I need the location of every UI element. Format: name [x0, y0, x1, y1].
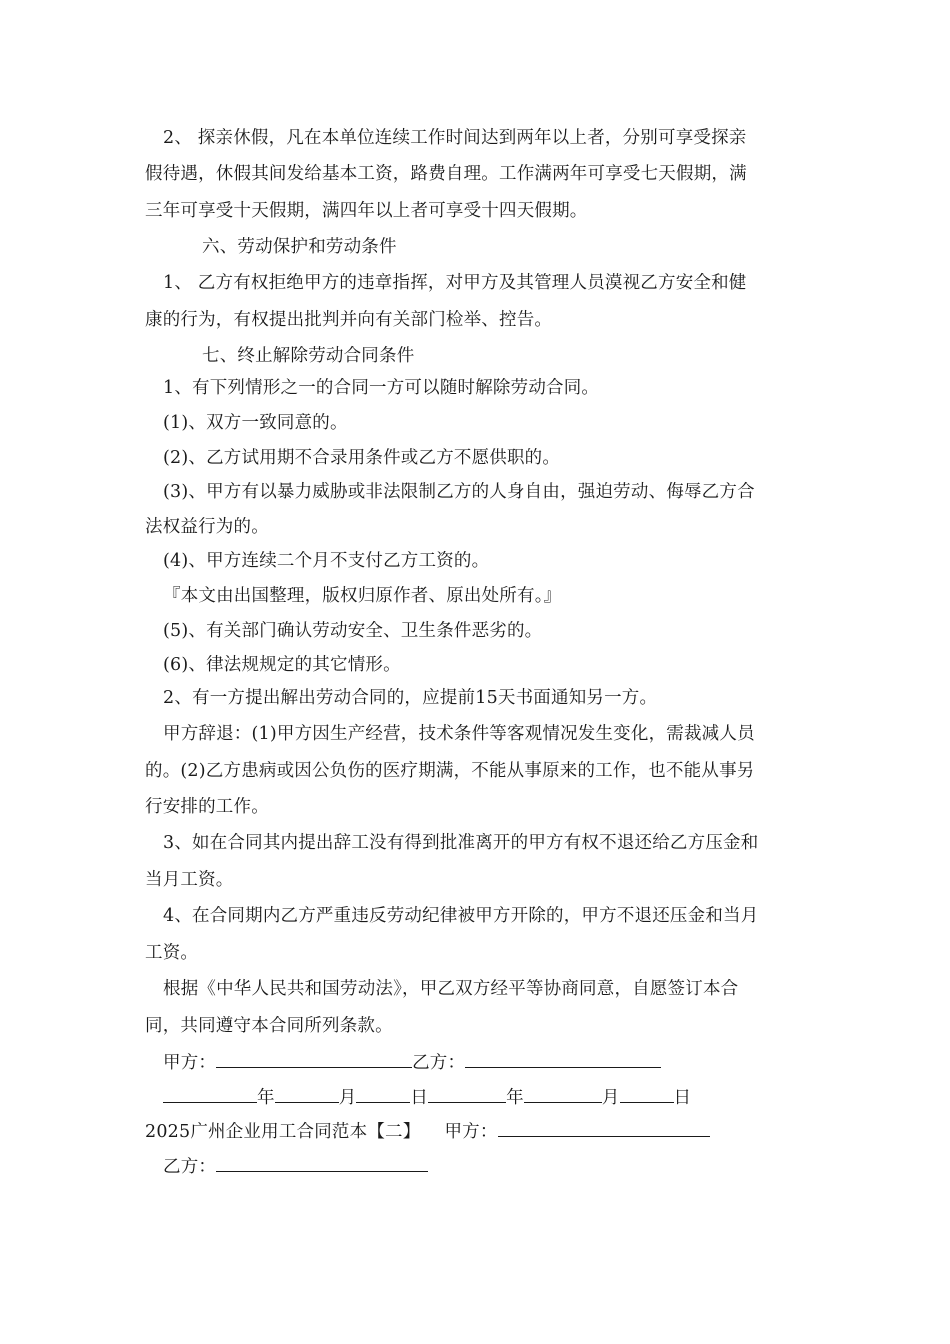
paragraph-line: 的。(2)乙方患病或因公负伤的医疗期满，不能从事原来的工作，也不能从事另	[145, 761, 755, 781]
paragraph-line: (1)、双方一致同意的。	[163, 413, 348, 433]
year-label: 年	[506, 1088, 524, 1108]
paragraph-line: 当月工资。	[145, 870, 234, 890]
paragraph-line: 2、有一方提出解出劳动合同的，应提前15天书面通知另一方。	[163, 688, 658, 708]
section-two-title: 2025广州企业用工合同范本【二】	[145, 1122, 421, 1142]
party-a-year-blank[interactable]	[163, 1087, 257, 1103]
party-a-label: 甲方：	[163, 1053, 217, 1073]
paragraph-line: 同，共同遵守本合同所列条款。	[145, 1016, 393, 1036]
section-two-party-b-blank[interactable]	[216, 1156, 428, 1172]
section-heading: 七、终止解除劳动合同条件	[202, 346, 415, 366]
day-label: 日	[673, 1088, 692, 1108]
paragraph-line: 根据《中华人民共和国劳动法》，甲乙双方经平等协商同意，自愿签订本合	[163, 979, 739, 999]
party-b-label: 乙方：	[412, 1053, 466, 1073]
paragraph-line: 法权益行为的。	[145, 517, 269, 537]
signature-parties-row	[163, 1052, 661, 1073]
party-b-blank[interactable]	[465, 1052, 661, 1068]
day-label: 日	[410, 1088, 429, 1108]
paragraph-line: 工资。	[145, 943, 199, 963]
party-a-day-blank[interactable]	[356, 1087, 410, 1103]
paragraph-line: 甲方辞退：(1)甲方因生产经营，技术条件等客观情况发生变化，需裁减人员	[163, 724, 755, 744]
section-two-party-b-label: 乙方：	[163, 1157, 217, 1177]
paragraph-line: (4)、甲方连续二个月不支付乙方工资的。	[163, 551, 490, 571]
party-b-day-blank[interactable]	[620, 1087, 674, 1103]
party-a-month-blank[interactable]	[275, 1087, 339, 1103]
year-label: 年	[257, 1088, 275, 1108]
paragraph-line: 1、 乙方有权拒绝甲方的违章指挥，对甲方及其管理人员漠视乙方安全和健	[163, 273, 747, 293]
section-two-party-b-row	[163, 1156, 428, 1177]
source-note: 『本文由出国整理，版权归原作者、原出处所有。』	[163, 586, 562, 606]
signature-dates-row	[163, 1087, 691, 1108]
party-b-year-blank[interactable]	[428, 1087, 506, 1103]
section-heading: 六、劳动保护和劳动条件	[202, 237, 397, 257]
paragraph-line: 3、如在合同其内提出辞工没有得到批准离开的甲方有权不退还给乙方压金和	[163, 833, 759, 853]
paragraph-line: 三年可享受十天假期，满四年以上者可享受十四天假期。	[145, 201, 588, 221]
party-b-month-blank[interactable]	[524, 1087, 602, 1103]
paragraph-line: (3)、甲方有以暴力威胁或非法限制乙方的人身自由，强迫劳动、侮辱乙方合	[163, 482, 755, 502]
section-two-party-a-label: 甲方：	[444, 1122, 498, 1142]
month-label: 月	[601, 1088, 620, 1108]
paragraph-line: (6)、律法规规定的其它情形。	[163, 655, 401, 675]
party-a-blank[interactable]	[216, 1052, 412, 1068]
paragraph-line: 4、在合同期内乙方严重违反劳动纪律被甲方开除的，甲方不退还压金和当月	[163, 906, 759, 926]
paragraph-line: (2)、乙方试用期不合录用条件或乙方不愿供职的。	[163, 448, 561, 468]
section-two-row	[145, 1121, 710, 1142]
section-two-party-a-blank[interactable]	[498, 1121, 710, 1137]
paragraph-line: 1、有下列情形之一的合同一方可以随时解除劳动合同。	[163, 378, 600, 398]
paragraph-line: (5)、有关部门确认劳动安全、卫生条件恶劣的。	[163, 621, 543, 641]
paragraph-line: 2、 探亲休假，凡在本单位连续工作时间达到两年以上者，分别可享受探亲	[163, 128, 747, 148]
paragraph-line: 康的行为，有权提出批判并向有关部门检举、控告。	[145, 310, 553, 330]
paragraph-line: 行安排的工作。	[145, 797, 269, 817]
month-label: 月	[338, 1088, 357, 1108]
paragraph-line: 假待遇，休假其间发给基本工资，路费自理。工作满两年可享受七天假期，满	[145, 164, 747, 184]
